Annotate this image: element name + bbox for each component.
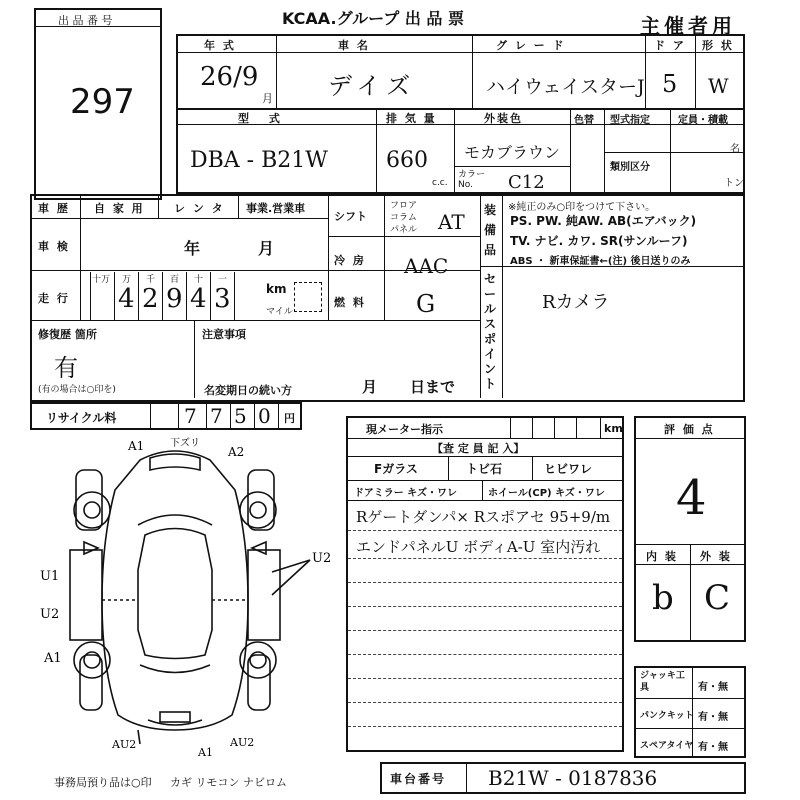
exhibit-number-label: 出 品 番 号 — [58, 14, 113, 27]
history-block — [30, 194, 745, 402]
interior-label: 内 装 — [646, 550, 678, 563]
model-designation-label: 型式指定 — [610, 115, 650, 126]
diagram-mark: A1 — [198, 746, 213, 759]
mileage-digit: 4 — [190, 284, 207, 314]
equipment-line1: PS. PW. 純AW. AB(エアバック) — [510, 214, 697, 228]
class-label: 類別区分 — [610, 162, 650, 173]
deadline-day: 日まで — [410, 378, 456, 396]
diagram-mark: AU2 — [230, 736, 255, 749]
meter-km-unit: km — [604, 422, 623, 435]
sales-point-label: セールスポイント — [484, 272, 497, 391]
form-title: KCAA.グループ 出 品 票 — [282, 9, 464, 28]
recycle-digit: 0 — [258, 404, 271, 428]
diagram-mark: A2 — [228, 445, 245, 459]
recycle-digit: 7 — [184, 404, 197, 428]
sales-point-value: Rカメラ — [542, 292, 610, 313]
appraiser-label: 【査 定 員 記 入】 — [432, 442, 525, 455]
diagram-mark: A1 — [44, 651, 62, 666]
digit-header-4: 十 — [194, 275, 204, 285]
displacement-value: 660 — [386, 148, 428, 173]
inspection-year: 年 — [184, 239, 201, 258]
exterior-score: C — [704, 578, 731, 618]
shift-value: AT — [438, 210, 465, 234]
glass-crack-option: ヒビワレ — [544, 462, 593, 476]
chassis-label: 車台番号 — [390, 772, 447, 786]
recycle-unit: 円 — [284, 412, 295, 425]
equipment-label: 装備品 — [484, 203, 497, 257]
door-label: ド ア — [654, 39, 686, 52]
recycle-box — [30, 402, 302, 430]
caution-label: 注意事項 — [202, 328, 246, 341]
recycle-digit: 7 — [210, 404, 223, 428]
exterior-label: 外 装 — [700, 550, 732, 563]
history-rental: レ ン タ — [174, 202, 225, 215]
puncture-yes-no: 有・無 — [698, 712, 728, 723]
year-unit: 月 — [262, 92, 273, 105]
capacity-unit-tons: トン — [724, 178, 744, 189]
inspection-note-1: Rゲートダンパ× Rスポアセ 95+9/m — [356, 508, 611, 526]
vehicle-info-grid — [176, 34, 745, 194]
shape-value: W — [708, 74, 729, 98]
model-value: DBA - B21W — [190, 148, 328, 173]
equipment-line3: ABS ・ 新車保証書←(注) 後日送りのみ — [510, 256, 691, 267]
color-number-value: C12 — [508, 172, 545, 193]
exterior-color-value: モカブラウン — [464, 143, 561, 162]
puncture-kit-label: パンクキット — [640, 711, 694, 721]
diagram-mark: AU2 — [112, 738, 137, 751]
office-note: 事務局預り品は○印 — [54, 776, 152, 789]
diagram-mark: A1 — [128, 439, 145, 453]
model-label: 型 式 — [238, 112, 288, 125]
digit-header-5: 一 — [218, 275, 228, 285]
deadline-label: 名変期日の続い方 — [204, 384, 292, 397]
exhibit-number: 297 — [70, 82, 135, 122]
chassis-box — [380, 762, 746, 794]
diagram-mark: U1 — [40, 569, 60, 584]
repair-label: 修復歴 箇所 — [38, 328, 97, 341]
digit-header-3: 百 — [170, 275, 180, 285]
wheel-label: ホイール(CP) キズ・ワレ — [488, 488, 605, 499]
mileage-digit: 9 — [166, 284, 183, 314]
diagram-mark: 下ズリ — [170, 438, 200, 449]
car-name: デイズ — [328, 72, 417, 100]
mileage-digit: 2 — [142, 284, 159, 314]
shift-floor: フロア — [390, 201, 418, 211]
color-number-label: カラー No. — [458, 170, 486, 190]
ac-label: 冷 房 — [334, 254, 366, 267]
shift-label: シフト — [334, 210, 367, 223]
interior-score: b — [652, 578, 674, 618]
recycle-label: リサイクル料 — [46, 411, 117, 425]
grade-value: ハイウェイスターJ — [486, 76, 645, 98]
spare-tire-label: スペアタイヤ — [640, 741, 694, 751]
digit-header-1: 万 — [122, 275, 132, 285]
fuel-value: G — [416, 290, 436, 318]
tools-box — [634, 666, 746, 758]
score-value: 4 — [676, 470, 707, 526]
displacement-label: 排 気 量 — [386, 112, 437, 125]
deadline-month: 月 — [362, 378, 378, 396]
inspection-month: 月 — [258, 239, 275, 258]
repair-value: 有 — [54, 354, 78, 382]
color-change-label: 色替 — [574, 115, 594, 126]
history-private: 自 家 用 — [94, 202, 145, 215]
year-label: 年 式 — [204, 39, 236, 52]
score-label: 評 価 点 — [664, 423, 715, 436]
digit-header-0: 十万 — [92, 275, 111, 285]
diagram-mark: U2 — [312, 551, 332, 566]
exhibit-number-box — [34, 8, 162, 200]
cc-unit: c.c. — [432, 178, 448, 188]
organizer-label: 主催者用 — [640, 14, 736, 38]
mileage-digit: 3 — [214, 284, 231, 314]
shift-panel: パネル — [390, 225, 418, 235]
equipment-line2: TV. ナビ. カワ. SR(サンルーフ) — [510, 234, 688, 248]
chassis-number: B21W - 0187836 — [488, 766, 658, 790]
car-damage-diagram — [20, 430, 332, 759]
glass-chip-option: トビ石 — [466, 462, 503, 476]
capacity-label: 定員・積載 — [678, 115, 728, 126]
mileage-digit: 4 — [118, 284, 135, 314]
history-commercial: 事業.営業車 — [246, 202, 306, 215]
recycle-digit: 5 — [234, 404, 247, 428]
inspection-label: 車 検 — [38, 240, 70, 253]
jack-yes-no: 有・無 — [698, 682, 728, 693]
shift-column: コラム — [390, 213, 417, 223]
mile-checkbox — [294, 282, 322, 312]
capacity-unit-persons: 名 — [730, 144, 740, 155]
year-value: 26/9 — [200, 62, 259, 92]
ac-value: AAC — [404, 254, 449, 278]
grade-label: グ レ ー ド — [496, 39, 566, 52]
inspection-box — [346, 416, 624, 752]
repair-note: (有の場合は○印を) — [38, 385, 116, 395]
km-unit: km — [266, 282, 287, 296]
door-value: 5 — [662, 70, 678, 98]
diagram-mark: U2 — [40, 607, 60, 622]
mile-unit: マイル — [266, 307, 293, 317]
digit-header-2: 千 — [146, 275, 156, 285]
spare-yes-no: 有・無 — [698, 742, 728, 753]
score-box — [634, 416, 746, 642]
glass-label: Fガラス — [374, 462, 418, 476]
shape-label: 形 状 — [702, 39, 734, 52]
history-label: 車 歴 — [38, 202, 70, 215]
equipment-note: ※純正のみ○印をつけて下さい。 — [508, 202, 656, 213]
fuel-label: 燃 料 — [334, 296, 366, 309]
inspection-note-2: エンドパネルU ボディA-U 室内汚れ — [356, 538, 601, 556]
office-items: カギ リモコン ナビロム — [170, 776, 287, 789]
jack-label: ジャッキ工具 — [640, 671, 685, 693]
meter-label: 現メーター指示 — [366, 423, 443, 436]
exterior-color-label: 外装色 — [484, 112, 523, 125]
mirror-label: ドアミラー キズ・ワレ — [354, 488, 457, 499]
mileage-label: 走 行 — [38, 292, 70, 305]
car-name-label: 車 名 — [338, 39, 370, 52]
